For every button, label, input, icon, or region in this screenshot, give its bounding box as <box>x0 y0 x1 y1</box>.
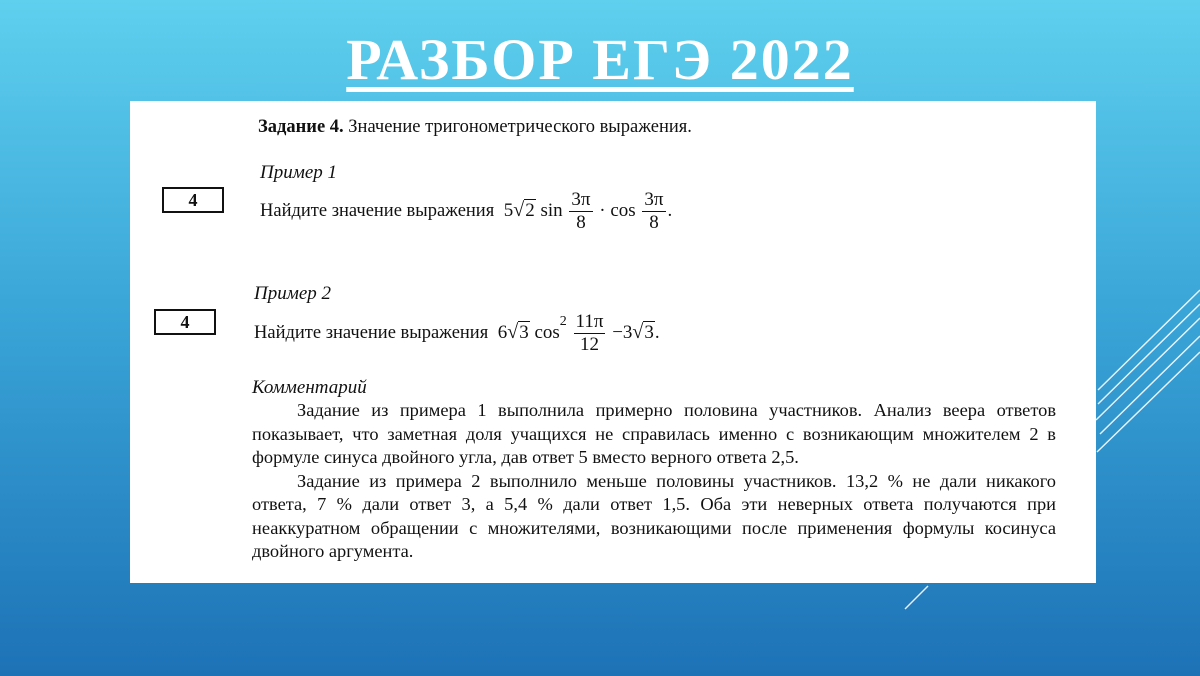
example1-task <box>260 189 672 234</box>
sqrt-symbol-icon: √ <box>632 320 644 343</box>
example2-label: Пример 2 <box>254 283 332 304</box>
ex2-minus: − <box>612 321 623 343</box>
example1-prompt: Найдите значение выражения <box>260 200 495 221</box>
sqrt-symbol-icon: √ <box>507 320 519 343</box>
ex2-frac-den: 12 <box>579 334 599 355</box>
ex1-radicand: 2 <box>525 199 535 221</box>
ex1-frac2-den: 8 <box>649 212 659 233</box>
ex1-fn1: sin <box>540 199 563 221</box>
ex1-dot: · <box>599 199 606 221</box>
comment-body <box>252 399 1056 564</box>
ex2-coef2: 3 <box>622 321 633 343</box>
ex1-frac1-den: 8 <box>576 212 586 233</box>
comment-paragraph: Задание из примера 1 выполнила примерно половина участников. Анализ веера ответов показывает, что заметная доля учащихся не справилась именно с возникающим множителем 2 в формуле синуса двойного угла, дав ответ 5 вместо верного ответа 2,5. <box>252 400 1056 467</box>
slide-title <box>0 26 1200 93</box>
slide-title-text: РАЗБОР ЕГЭ 2022 <box>346 27 854 92</box>
example2-task <box>254 311 660 356</box>
task-number: Задание 4. <box>258 117 344 137</box>
comment-paragraph: Задание из примера 2 выполнило меньше половины участников. 13,2 % не дали никакого ответа, 7 % дали ответ 3, а 5,4 % дали ответ 1,5. Оба эти неверных ответа получаются при неаккуратном обращении с множителями, возникающими после применения формулы косинуса двойного аргумента. <box>252 470 1056 561</box>
ex2-frac-num: 11π <box>575 311 604 332</box>
ex2-end: . <box>654 321 660 343</box>
ex1-end: . <box>667 199 673 221</box>
task-heading <box>258 117 692 138</box>
ex2-fraction <box>574 311 606 356</box>
ex1-frac2-num: 3π <box>644 189 664 210</box>
ex1-fraction-2 <box>642 189 665 234</box>
ex1-frac1-num: 3π <box>571 189 591 210</box>
task-title: Значение тригонометрического выражения. <box>348 117 692 137</box>
ex2-coef: 6 <box>497 321 508 343</box>
example2-answer-box: 4 <box>154 309 216 335</box>
comment-label: Комментарий <box>252 377 367 398</box>
exam-document <box>130 101 1096 583</box>
ex1-coef: 5 <box>503 199 514 221</box>
sqrt-symbol-icon: √ <box>513 198 525 221</box>
ex2-power: 2 <box>559 313 567 329</box>
ex1-fn2: cos <box>610 199 636 221</box>
ex1-fraction-1 <box>569 189 592 234</box>
ex2-fn: cos <box>534 321 560 343</box>
example1-answer-box: 4 <box>162 187 224 213</box>
example2-prompt: Найдите значение выражения <box>254 322 489 343</box>
example1-label: Пример 1 <box>260 162 338 183</box>
ex2-radicand2: 3 <box>644 321 654 343</box>
ex2-radicand: 3 <box>519 321 529 343</box>
